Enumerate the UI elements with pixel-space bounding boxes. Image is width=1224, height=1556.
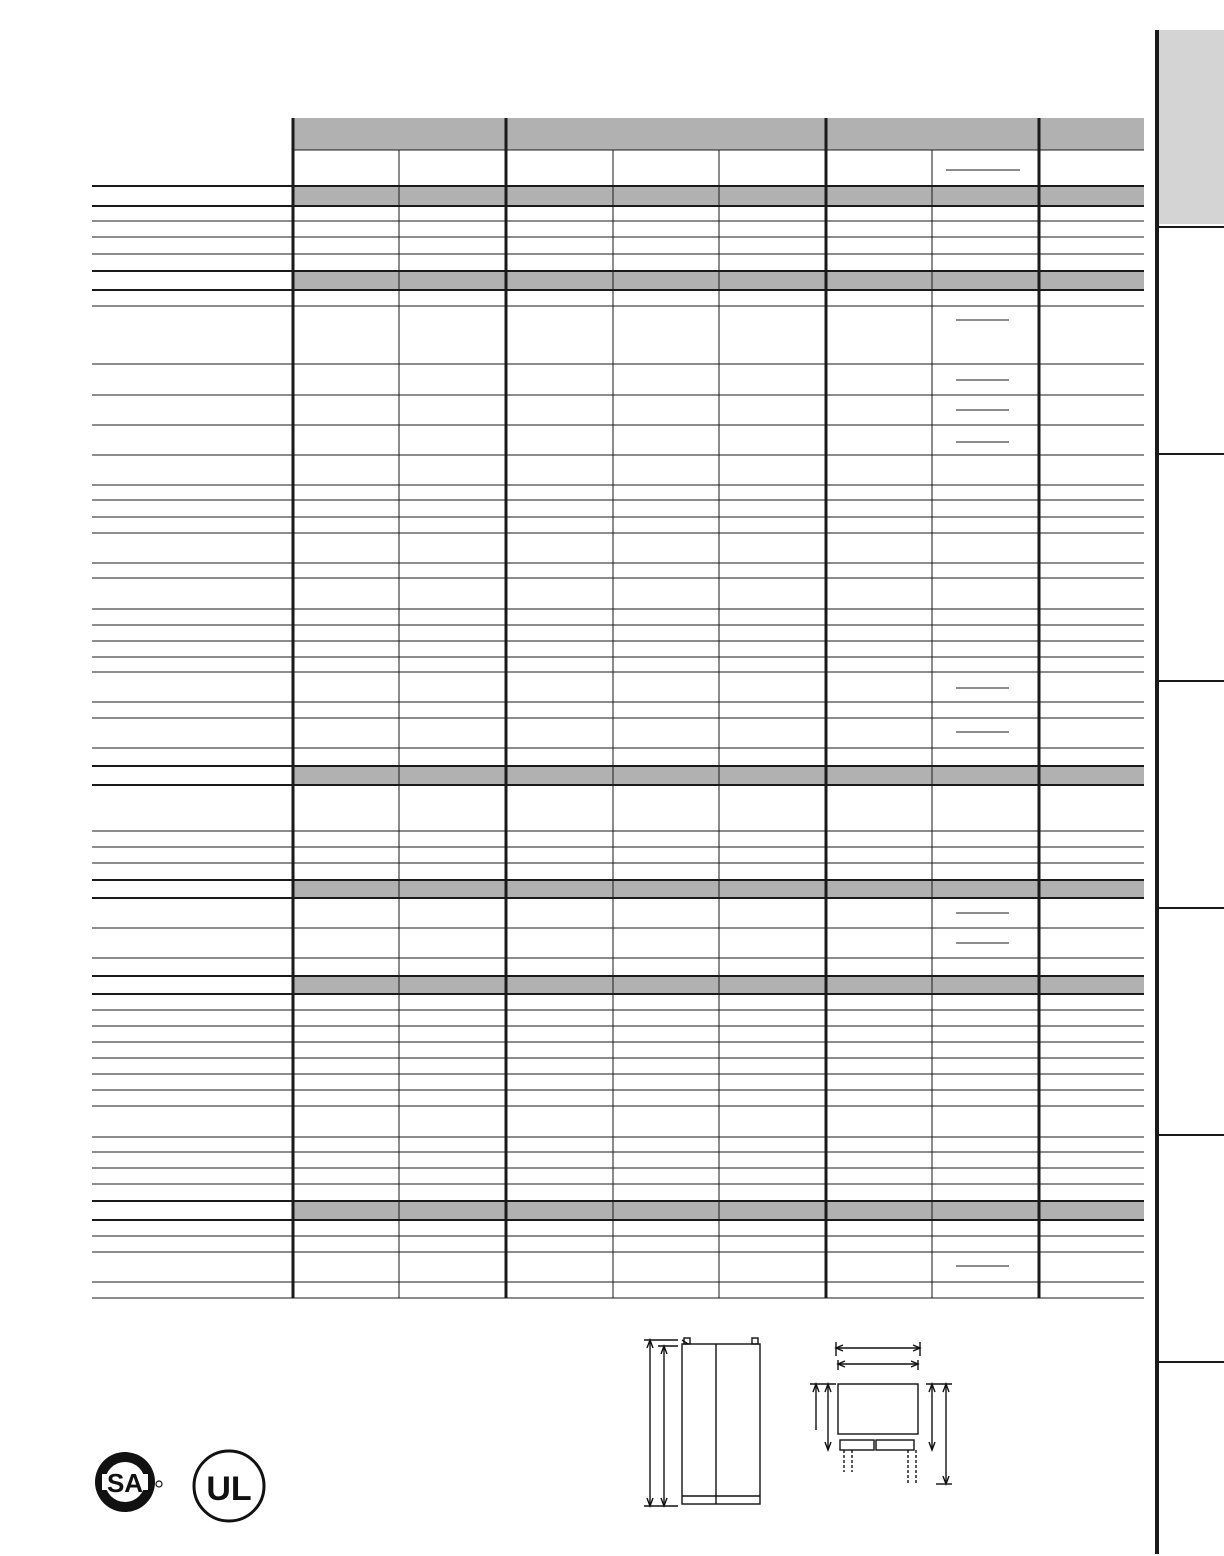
csa-logo-icon <box>95 1452 162 1512</box>
ul-mark: UL <box>206 1470 252 1508</box>
section-tab-5[interactable] <box>1159 907 1224 1134</box>
section-tab-2[interactable] <box>1159 226 1224 453</box>
ul-logo-icon <box>194 1451 264 1521</box>
csa-mark: SA <box>106 1468 144 1498</box>
refrigerator-front-dimension-diagram-icon <box>644 1338 760 1506</box>
section-tab-6[interactable] <box>1159 1134 1224 1361</box>
section-tab-4[interactable] <box>1159 680 1224 907</box>
group-header-band <box>293 118 1144 150</box>
certification-logos <box>92 1448 272 1524</box>
refrigerator-top-dimension-diagram-icon <box>810 1342 952 1484</box>
section-tab-1[interactable] <box>1159 30 1224 224</box>
dimension-diagrams <box>640 1334 960 1514</box>
section-tab-7[interactable] <box>1159 1361 1224 1556</box>
section-tab-3[interactable] <box>1159 453 1224 680</box>
section-tab-sidebar <box>1155 30 1224 1554</box>
